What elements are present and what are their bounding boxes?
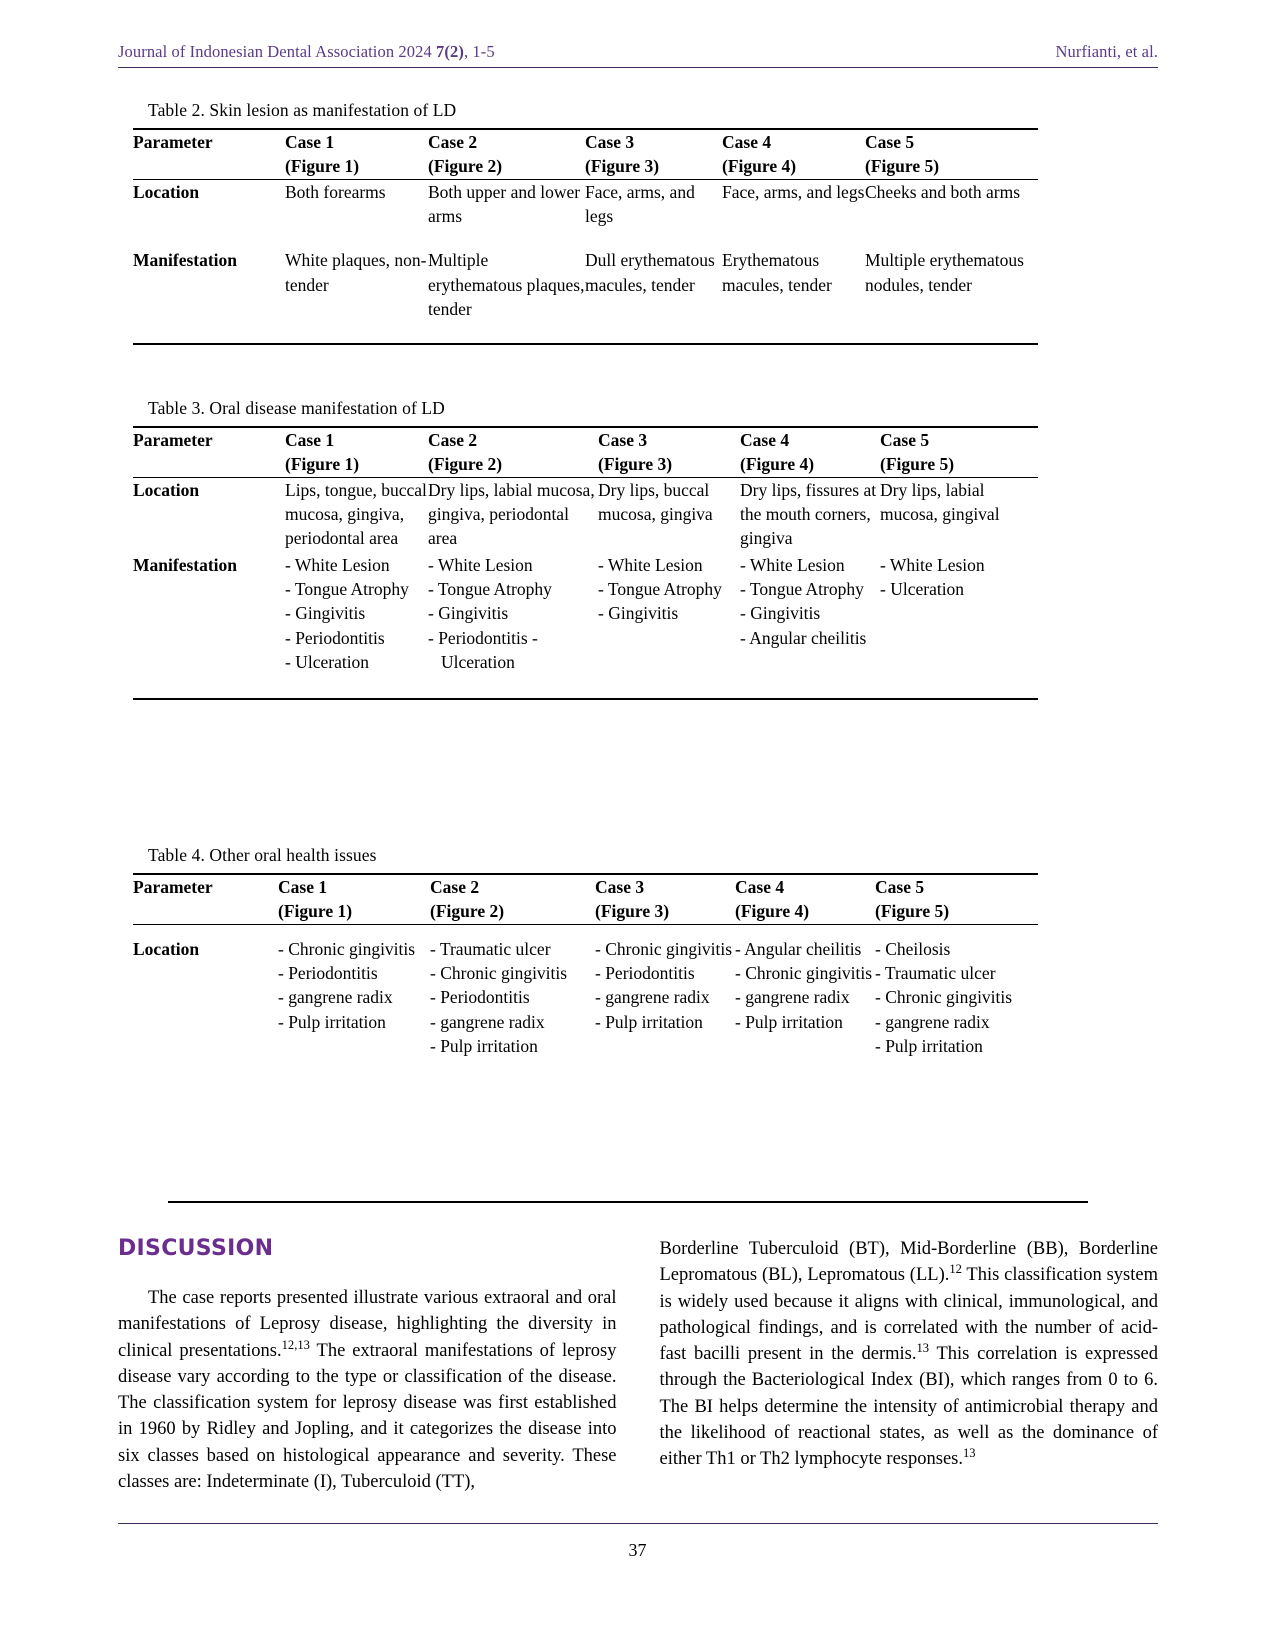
list-item: - Angular cheilitis: [735, 938, 862, 959]
list-item: - gangrene radix: [430, 1011, 545, 1032]
table-2-col-0: [133, 129, 285, 179]
list-item: - Tongue Atrophy: [598, 578, 722, 599]
list-item: - Ulceration: [880, 578, 965, 599]
table-2: [133, 128, 1038, 343]
cell-case-3: Dull erythematous macules, tender: [585, 250, 715, 295]
table-2-bottom-rule: [133, 343, 1038, 345]
list-item: - Pulp irritation: [278, 1011, 386, 1032]
table-4-block: [133, 845, 1043, 1058]
journal-citation-suffix: , 1-5: [463, 42, 495, 61]
cell-case-2: Dry lips, labial mucosa, gingiva, periodontal area: [428, 479, 595, 549]
list-item: - Periodontitis: [285, 627, 385, 648]
table-3: [133, 426, 1038, 698]
row-parameter: Manifestation: [133, 250, 238, 271]
footer-divider: [118, 1523, 1158, 1524]
page-number: 37: [628, 1540, 647, 1560]
col-label: Case 4: [740, 430, 790, 450]
table-row: [133, 477, 1038, 550]
table-3-col-5: [880, 427, 1038, 477]
citation-ref: 12: [949, 1262, 962, 1277]
cell-case-3: [598, 551, 740, 699]
table-3-col-4: [740, 427, 880, 477]
table-3-block: [133, 398, 1043, 700]
list-item: - Chronic gingivitis: [735, 962, 873, 983]
col-label: Case 3: [585, 132, 635, 152]
col-sublabel: (Figure 3): [595, 901, 670, 922]
table-4-col-4: [735, 874, 875, 924]
col-sublabel: (Figure 4): [740, 454, 815, 475]
list-item: - gangrene radix: [875, 1011, 990, 1032]
list-item: - Cheilosis: [875, 938, 951, 959]
col-label: Parameter: [133, 430, 213, 450]
journal-citation-prefix: Journal of Indonesian Dental Association 2024: [118, 42, 437, 61]
table-3-bottom-rule: [133, 698, 1038, 700]
col-sublabel: (Figure 2): [428, 156, 503, 177]
paragraph-text: This correlation is expressed through the Bacteriological Index (BI), which ranges from 0 to 6. The BI helps determine the intensity of antimicrobial therapy and the likelihood of reactional states, as well as the dominance of either Th1 or Th2 lymphocyte responses.: [659, 1344, 1158, 1470]
bullet-list: [875, 937, 1038, 1059]
list-item: - White Lesion: [598, 554, 703, 575]
col-sublabel: (Figure 2): [428, 454, 503, 475]
cell-case-1: [285, 551, 428, 699]
table-3-col-0: [133, 427, 285, 477]
table-3-col-3: [598, 427, 740, 477]
col-label: Case 1: [285, 132, 335, 152]
cell-case-5: Multiple erythematous nodules, tender: [865, 250, 1024, 295]
table-4-bottom-rule: [168, 1201, 1088, 1203]
col-label: Case 2: [430, 877, 480, 897]
col-label: Case 1: [278, 877, 328, 897]
col-label: Case 3: [598, 430, 648, 450]
list-item: - Pulp irritation: [875, 1035, 983, 1056]
table-3-caption: Table 3. Oral disease manifestation of LD: [148, 398, 445, 418]
col-label: Case 1: [285, 430, 335, 450]
bullet-list: [598, 553, 740, 626]
running-head-authors: Nurfianti, et al.: [1055, 42, 1158, 61]
paragraph-text: Borderline Tuberculoid (BT), Mid-Borderline (BB), Borderline Lepromatous (BL), Lepromatous (LL).: [659, 1239, 1158, 1286]
col-sublabel: (Figure 3): [585, 156, 660, 177]
list-item: - Pulp irritation: [595, 1011, 703, 1032]
list-item: - Angular cheilitis: [740, 627, 867, 648]
col-sublabel: (Figure 4): [722, 156, 797, 177]
list-item: - Tongue Atrophy: [740, 578, 864, 599]
journal-citation: [118, 42, 495, 62]
cell-case-3: Face, arms, and legs: [585, 181, 695, 226]
paragraph-text: The case reports presented illustrate various extraoral and oral manifestations of Leprosy disease, highlighting the diversity in clinical presentations.: [118, 1288, 617, 1361]
table-2-col-1: [285, 129, 428, 179]
cell-case-4: [735, 924, 875, 1058]
list-item: - Gingivitis: [285, 603, 366, 624]
cell-case-2: [428, 551, 598, 699]
table-4-col-0: [133, 874, 278, 924]
cell-case-1: [278, 924, 430, 1058]
list-item: - Periodontitis: [430, 987, 530, 1008]
row-parameter: Manifestation: [133, 554, 238, 575]
col-label: Case 4: [722, 132, 772, 152]
paragraph-text: The extraoral manifestations of leprosy disease vary according to the type or classification of the disease. The classification system for leprosy disease was first established in 1960 by Ridley and Jopling, and it categorizes the disease into six classes based on histological appearance and severity. These classes are: Indeterminate (I), Tuberculoid (TT),: [118, 1340, 617, 1492]
cell-case-4: [740, 551, 880, 699]
bullet-list: [278, 937, 430, 1034]
discussion-columns: [118, 1236, 1158, 1495]
cell-case-5: [880, 551, 1038, 699]
discussion-paragraph-right: [660, 1236, 1159, 1472]
list-item: - White Lesion: [285, 554, 390, 575]
discussion-paragraph-left: [118, 1285, 617, 1495]
row-parameter: Location: [133, 479, 200, 500]
cell-case-4: Erythematous macules, tender: [722, 250, 832, 295]
cell-case-2: Multiple erythematous plaques, tender: [428, 250, 585, 319]
list-item: - White Lesion: [428, 554, 533, 575]
col-label: Parameter: [133, 877, 213, 897]
bullet-list: [285, 553, 428, 675]
list-item: - Chronic gingivitis: [430, 962, 568, 983]
table-3-header-row: [133, 427, 1038, 477]
list-item: - gangrene radix: [278, 987, 393, 1008]
table-2-col-3: [585, 129, 722, 179]
col-sublabel: (Figure 1): [278, 901, 353, 922]
bullet-list: [595, 937, 735, 1034]
header-divider: [118, 67, 1158, 68]
col-sublabel: (Figure 4): [735, 901, 810, 922]
table-4-col-1: [278, 874, 430, 924]
bullet-list: [428, 553, 598, 675]
discussion-right-column: [660, 1236, 1159, 1495]
list-item: - Tongue Atrophy: [285, 578, 409, 599]
table-4-col-2: [430, 874, 595, 924]
table-row: [133, 228, 1038, 343]
table-2-caption: Table 2. Skin lesion as manifestation of LD: [148, 100, 457, 120]
bullet-list: [880, 553, 1038, 602]
citation-ref: 13: [916, 1340, 930, 1355]
col-sublabel: (Figure 2): [430, 901, 505, 922]
list-item: - Traumatic ulcer: [430, 938, 551, 959]
cell-case-3: [595, 924, 735, 1058]
discussion-left-column: [118, 1236, 617, 1495]
list-item: - Chronic gingivitis: [595, 938, 733, 959]
table-row: [133, 179, 1038, 228]
citation-ref: 13: [962, 1445, 976, 1460]
journal-volume: 7(2): [436, 42, 464, 61]
col-label: Case 3: [595, 877, 645, 897]
list-item: - Gingivitis: [428, 603, 509, 624]
list-item: - Gingivitis: [598, 603, 679, 624]
bullet-list: [735, 937, 875, 1034]
col-label: Case 2: [428, 132, 478, 152]
row-parameter: Location: [133, 938, 200, 959]
cell-case-1: Lips, tongue, buccal mucosa, gingiva, periodontal area: [285, 479, 427, 549]
table-3-col-2: [428, 427, 598, 477]
bullet-list: [740, 553, 880, 650]
col-label: Case 5: [865, 132, 915, 152]
cell-case-4: Dry lips, fissures at the mouth corners, gingiva: [740, 479, 877, 549]
cell-case-4: Face, arms, and legs: [722, 181, 865, 202]
paragraph-text: This classification system is widely used because it aligns with clinical, immunological, and pathological findings, and is correlated with the number of acid-fast bacilli present in the dermis.: [659, 1265, 1158, 1365]
list-item: - Periodontitis: [278, 962, 378, 983]
cell-case-2: [430, 924, 595, 1058]
table-2-col-4: [722, 129, 865, 179]
cell-case-3: Dry lips, buccal mucosa, gingiva: [598, 479, 713, 524]
running-head: [118, 42, 1158, 62]
col-sublabel: (Figure 1): [285, 454, 360, 475]
list-item: - Gingivitis: [740, 603, 821, 624]
col-label: Case 4: [735, 877, 785, 897]
cell-case-1: White plaques, non-tender: [285, 250, 427, 295]
list-item: - gangrene radix: [735, 987, 850, 1008]
list-item: - Traumatic ulcer: [875, 962, 996, 983]
list-item: - Pulp irritation: [735, 1011, 843, 1032]
table-4-col-3: [595, 874, 735, 924]
table-3-col-1: [285, 427, 428, 477]
list-item: - Periodontitis: [595, 962, 695, 983]
cell-case-5: Dry lips, labial mucosa, gingival: [880, 479, 1000, 524]
table-row: [133, 551, 1038, 699]
cell-case-5: Cheeks and both arms: [865, 181, 1021, 202]
table-4: [133, 873, 1038, 1058]
list-item: - Tongue Atrophy: [428, 578, 552, 599]
table-2-col-5: [865, 129, 1038, 179]
table-4-caption: Table 4. Other oral health issues: [148, 845, 377, 865]
list-item: - White Lesion: [880, 554, 985, 575]
cell-case-5: [875, 924, 1038, 1058]
list-item: - Ulceration: [285, 651, 370, 672]
col-sublabel: (Figure 5): [875, 901, 950, 922]
list-item: - White Lesion: [740, 554, 845, 575]
col-sublabel: (Figure 3): [598, 454, 673, 475]
table-2-col-2: [428, 129, 585, 179]
col-sublabel: (Figure 5): [880, 454, 955, 475]
list-item: - Periodontitis - Ulceration: [428, 627, 538, 672]
table-row: [133, 924, 1038, 1058]
cell-case-1: Both forearms: [285, 181, 386, 202]
list-item: - Pulp irritation: [430, 1035, 538, 1056]
col-label: Case 5: [880, 430, 930, 450]
table-2-block: [133, 100, 1043, 345]
bullet-list: [430, 937, 595, 1059]
citation-ref: 12,13: [281, 1337, 310, 1352]
table-2-header-row: [133, 129, 1038, 179]
row-parameter: Location: [133, 181, 200, 202]
cell-case-2: Both upper and lower arms: [428, 181, 581, 226]
table-4-header-row: [133, 874, 1038, 924]
col-sublabel: (Figure 1): [285, 156, 360, 177]
table-4-col-5: [875, 874, 1038, 924]
list-item: - gangrene radix: [595, 987, 710, 1008]
page-title: DISCUSSION: [118, 1236, 274, 1261]
col-label: Parameter: [133, 132, 213, 152]
col-sublabel: (Figure 5): [865, 156, 940, 177]
col-label: Case 2: [428, 430, 478, 450]
col-label: Case 5: [875, 877, 925, 897]
list-item: - Chronic gingivitis: [278, 938, 416, 959]
list-item: - Chronic gingivitis: [875, 987, 1013, 1008]
